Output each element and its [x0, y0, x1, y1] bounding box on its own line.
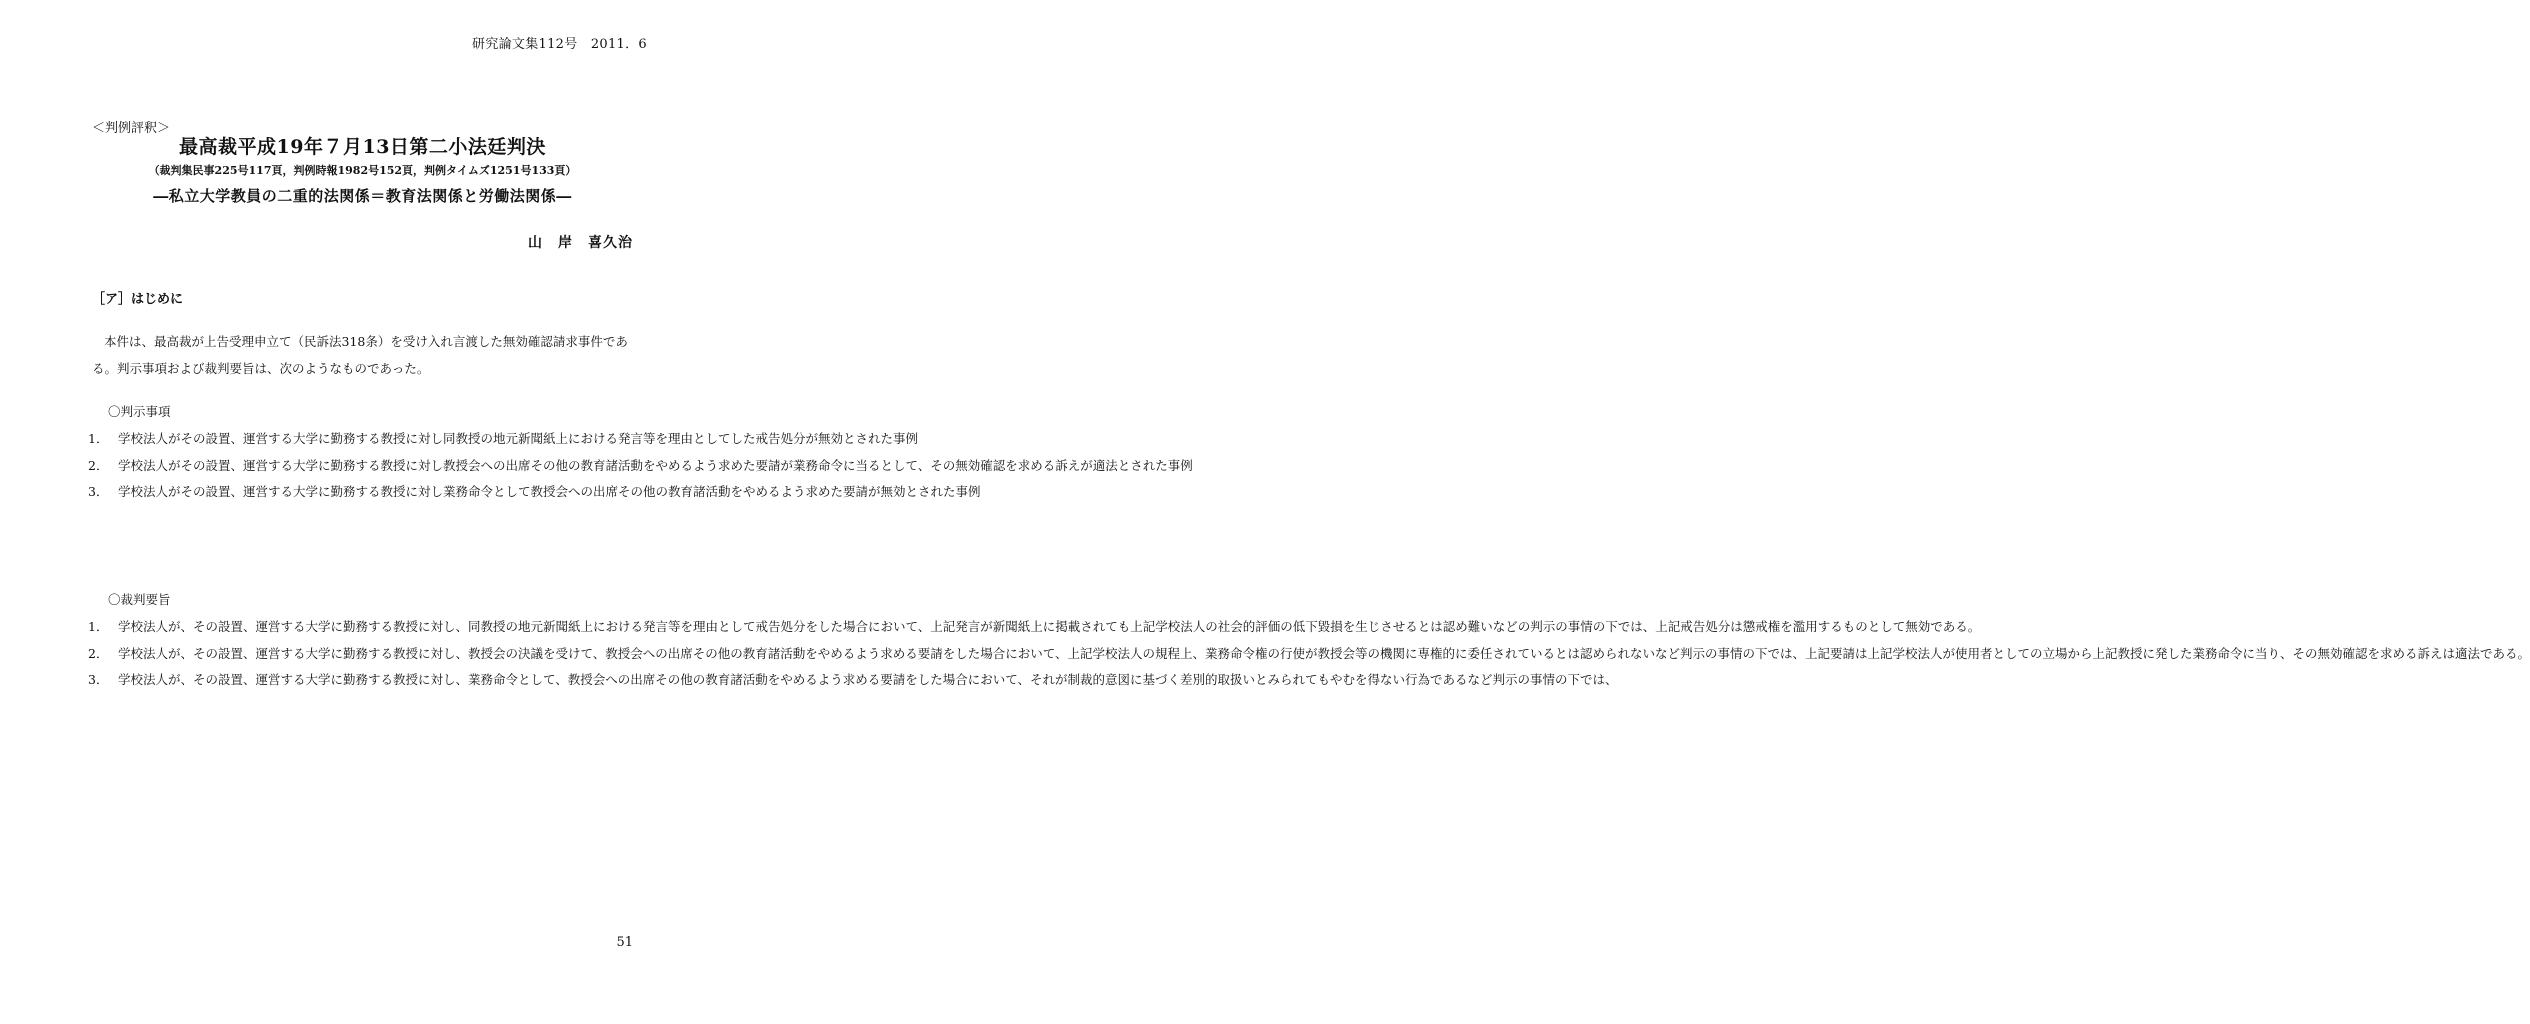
item-text: 学校法人がその設置、運営する大学に勤務する教授に対し教授会への出席その他の教育諸活動をやめるよう求めた要請が業務命令に当るとして、その無効確認を求める訴えが適法とされた事例 — [118, 457, 1193, 473]
intro-paragraph: 本件は、最高裁が上告受理申立て（民訴法318条）を受け入れ言渡した無効確認請求事件である。判示事項および裁判要旨は、次のようなものであった。 — [92, 334, 628, 376]
item-text: 学校法人が、その設置、運営する大学に勤務する教授に対し、同教授の地元新聞紙上における発言等を理由として戒告処分をした場合において、上記発言が新聞紙上に掲載されても上記学校法人の社会的評価の低下毀損を生じさせるとは認め難いなどの判示の事情の下では、上記戒告処分は懲戒権を濫用するものとして無効である。 — [118, 619, 1981, 634]
list-item — [88, 479, 981, 506]
list-item — [88, 641, 2530, 668]
list-item — [88, 426, 919, 453]
item-number: 2． — [88, 457, 109, 473]
list-item — [88, 614, 1981, 641]
item-text: 学校法人がその設置、運営する大学に勤務する教授に対し同教授の地元新聞紙上における発言等を理由としてした戒告処分が無効とされた事例 — [118, 431, 919, 446]
list-item — [88, 667, 1618, 694]
item-number: 1． — [88, 619, 109, 634]
item-number: 2． — [88, 645, 109, 661]
subtitle: ―私立大学教員の二重的法関係＝教育法関係と労働法関係― — [153, 187, 572, 205]
list-item — [88, 453, 1193, 480]
yoshi-label: 〇裁判要旨 — [108, 592, 171, 607]
category-label: ＜判例評釈＞ — [92, 121, 171, 136]
hanji-label: 〇判示事項 — [108, 404, 171, 419]
item-text: 学校法人が、その設置、運営する大学に勤務する教授に対し、業務命令として、教授会への出席その他の教育諸活動をやめるよう求める要請をした場合において、それが制裁的意図に基づく差別的取扱いとみられてもやむを得ない行為であるなど判示の事情の下では、 — [118, 672, 1618, 687]
yoshi-list — [88, 614, 2530, 694]
journal-header: 研究論文集112号 2011．6 — [472, 37, 647, 52]
item-number: 1． — [88, 431, 109, 446]
item-text: 学校法人が、その設置、運営する大学に勤務する教授に対し、教授会の決議を受けて、教授会への出席その他の教育諸活動をやめるよう求める要請をした場合において、上記学校法人の規程上、業務命令権の行使が教授会等の機関に専権的に委任されているとは認められないなど判示の事情の下では、上記要請は上記学校法人が使用者としての立場から上記教授に発した業務命令に当り、その無効確認を求める訴えは適法である。 — [118, 645, 2530, 661]
item-number: 3． — [88, 672, 109, 687]
author-name: 山 岸 喜久治 — [528, 235, 633, 251]
page-title: 最高裁平成19年７月13日第二小法廷判決 — [179, 136, 546, 158]
item-number: 3． — [88, 484, 109, 499]
section-heading: ［ア］はじめに — [92, 292, 184, 307]
page-number: 51 — [616, 935, 633, 950]
citation: （裁判集民事225号117頁，判例時報1982号152頁，判例タイムズ1251号133頁） — [148, 164, 577, 177]
hanji-list — [88, 426, 1193, 506]
item-text: 学校法人がその設置、運営する大学に勤務する教授に対し業務命令として教授会への出席その他の教育諸活動をやめるよう求めた要請が無効とされた事例 — [118, 484, 981, 499]
